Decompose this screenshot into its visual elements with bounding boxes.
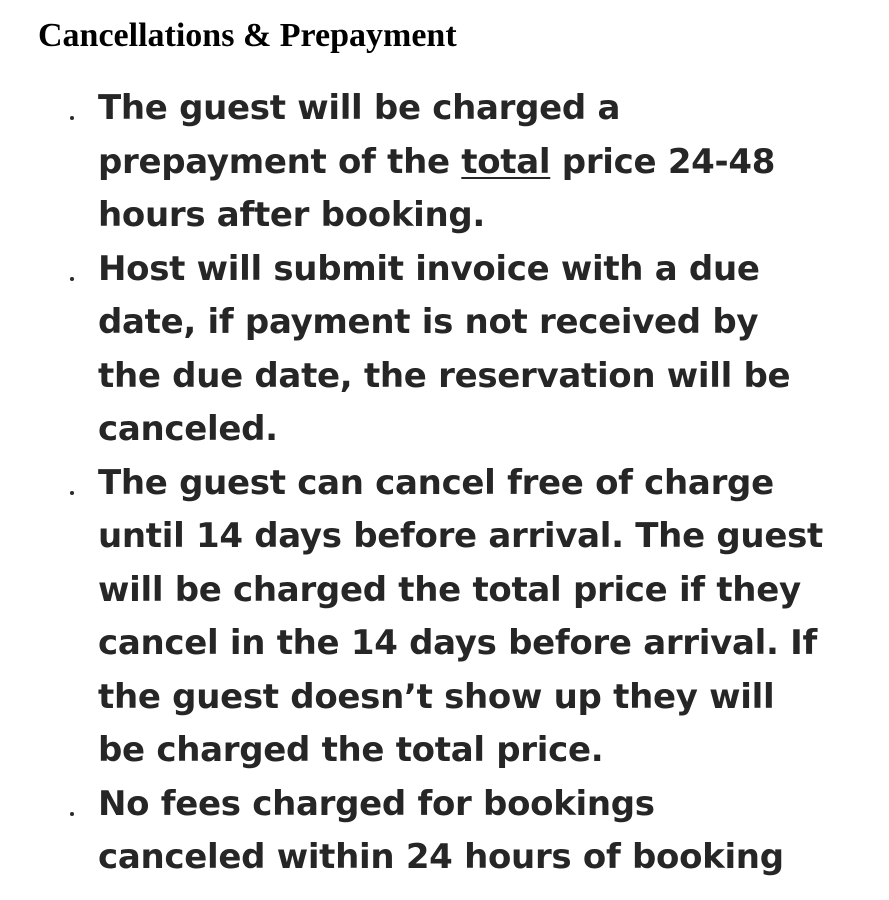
text-line: The guest can cancel free of charge xyxy=(98,462,774,503)
text-line: until 14 days before arrival. The guest xyxy=(98,516,823,556)
text-line: canceled within 24 hours of booking xyxy=(98,837,784,877)
policy-list xyxy=(0,82,889,885)
policy-item-invoice xyxy=(0,243,889,457)
text-segment: price 24-48 xyxy=(550,141,776,182)
text-line: Host will submit invoice with a due xyxy=(98,248,760,289)
text-line: be charged the total price. xyxy=(98,730,604,770)
text-line: hours after booking. xyxy=(98,195,486,235)
text-line: cancel in the 14 days before arrival. If xyxy=(98,623,817,663)
policy-item-text xyxy=(98,243,833,457)
policy-item-text xyxy=(98,778,833,885)
page-title: Cancellations & Prepayment xyxy=(38,17,457,54)
text-segment: prepayment of the xyxy=(98,141,462,182)
text-line: the guest doesn’t show up they will xyxy=(98,676,775,717)
bullet-icon xyxy=(66,778,80,832)
text-line: No fees charged for bookings xyxy=(98,783,655,824)
policy-item-cancellation xyxy=(0,457,889,778)
text-line xyxy=(98,136,833,190)
policy-item-no-fees xyxy=(0,778,889,885)
bullet-icon xyxy=(66,457,80,511)
emphasis-total: total xyxy=(461,141,551,182)
text-line: canceled. xyxy=(98,409,278,449)
text-line: date, if payment is not received by xyxy=(98,302,759,342)
policy-item-text xyxy=(98,82,833,243)
bullet-icon xyxy=(66,243,80,297)
text-line: The guest will be charged a xyxy=(98,88,621,128)
text-line: the due date, the reservation will be xyxy=(98,355,791,396)
policy-item-prepayment xyxy=(0,82,889,243)
text-line: will be charged the total price if they xyxy=(98,569,801,610)
bullet-icon xyxy=(66,82,80,136)
policy-item-text xyxy=(98,457,833,778)
